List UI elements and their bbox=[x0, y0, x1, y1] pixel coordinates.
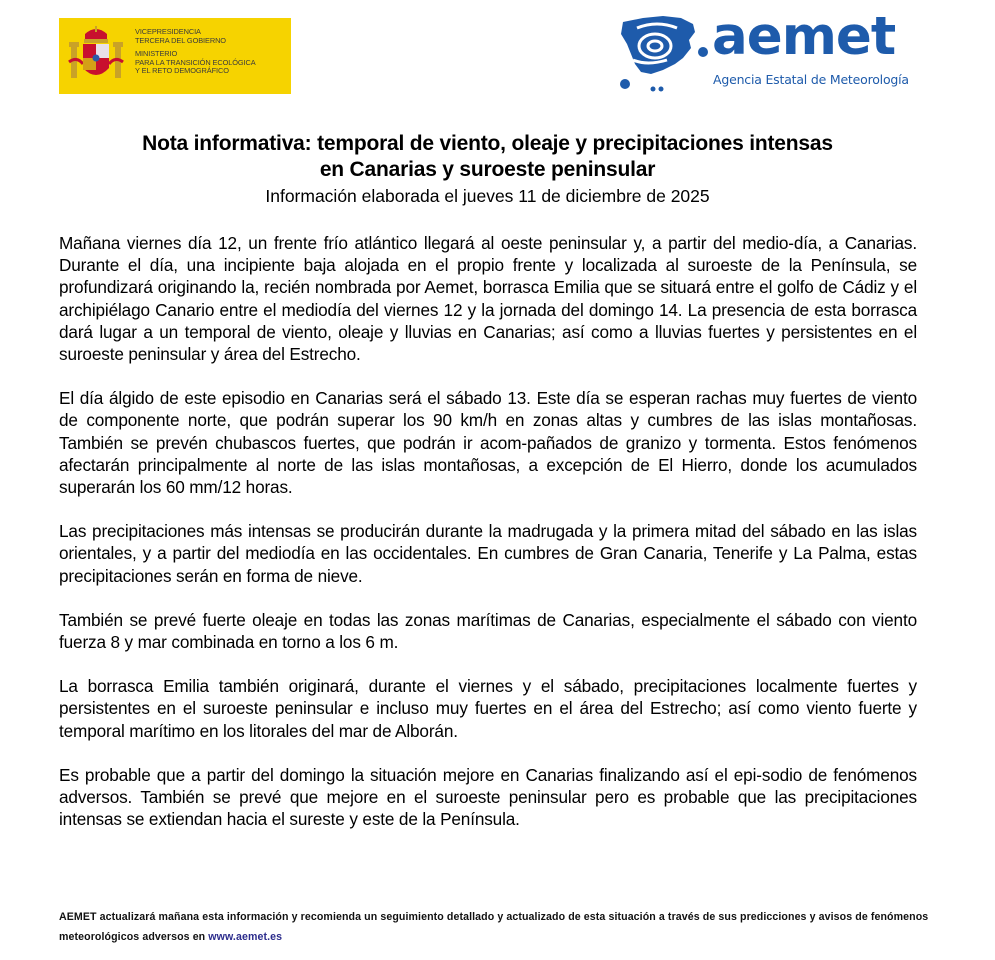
aemet-tagline: Agencia Estatal de Meteorología bbox=[713, 72, 909, 87]
paragraph: También se prevé fuerte oleaje en todas las zonas marítimas de Canarias, especialmente el sábado con viento fuerza 8 y mar combinada en torno a los 6 m. bbox=[59, 609, 917, 653]
spain-map-icon bbox=[617, 14, 709, 96]
paragraph: El día álgido de este episodio en Canarias será el sábado 13. Este día se esperan rachas muy fuertes de viento de componente norte, que podrán superar los 90 km/h en zonas altas y cumbres de las islas montañosas. También se prevén chubascos fuertes, que podrán ir acom-pañados de granizo y tormenta. Estos fenómenos afectarán principalmente al norte de las islas montañosas, a excepción de El Hierro, donde los acumulados superarán los 60 mm/12 horas. bbox=[59, 388, 917, 498]
government-logo-text bbox=[135, 28, 256, 76]
government-logo bbox=[59, 18, 291, 94]
gov-logo-line: TERCERA DEL GOBIERNO bbox=[135, 35, 226, 45]
gov-logo-line: Y EL RETO DEMOGRÁFICO bbox=[135, 66, 229, 76]
aemet-wordmark: aemet bbox=[712, 6, 896, 67]
aemet-logo bbox=[617, 6, 922, 98]
footer-text: AEMET actualizará mañana esta información y recomienda un seguimiento detallado y actualizado de esta situación a través de sus predicciones y avisos de fenómenos meteorológicos adversos en bbox=[59, 911, 929, 943]
title-line-1: Nota informativa: temporal de viento, oleaje y precipitaciones intensas bbox=[142, 132, 833, 155]
document-body bbox=[59, 232, 917, 852]
document-title bbox=[40, 131, 935, 183]
gov-logo-line: VICEPRESIDENCIA bbox=[135, 27, 201, 36]
coat-of-arms-icon bbox=[67, 24, 125, 88]
aemet-website-link[interactable]: www.aemet.es bbox=[208, 931, 283, 943]
footer-note bbox=[59, 907, 929, 947]
paragraph: La borrasca Emilia también originará, durante el viernes y el sábado, precipitaciones localmente fuertes y persistentes en el suroeste peninsular e incluso muy fuertes en el área del Estrecho; así como viento fuerte y temporal marítimo en los litorales del mar de Alborán. bbox=[59, 676, 917, 741]
gov-logo-line: PARA LA TRANSICIÓN ECOLÓGICA bbox=[135, 57, 256, 67]
paragraph: Las precipitaciones más intensas se producirán durante la madrugada y la primera mitad del sábado en las islas orientales, y a partir del mediodía en las occidentales. En cumbres de Gran Canaria, Tenerife y La Palma, estas precipitaciones serán en forma de nieve. bbox=[59, 521, 917, 586]
gov-logo-line: MINISTERIO bbox=[135, 49, 178, 59]
document-subtitle: Información elaborada el jueves 11 de diciembre de 2025 bbox=[265, 186, 710, 206]
paragraph: Mañana viernes día 12, un frente frío atlántico llegará al oeste peninsular y, a partir del medio-día, a Canarias. Durante el día, una incipiente baja alojada en el propio frente y localizada al suroeste de la Península, se profundizará originando la, recién nombrada por Aemet, borrasca Emilia que se situará entre el golfo de Cádiz y el archipiélago Canario entre el mediodía del viernes 12 y la jornada del domingo 14. La presencia de esta borrasca dará lugar a un temporal de viento, oleaje y lluvias en Canarias; así como a lluvias fuertes y persistentes en el suroeste peninsular y área del Estrecho. bbox=[59, 233, 917, 365]
title-line-2: en Canarias y suroeste peninsular bbox=[319, 158, 656, 181]
paragraph: Es probable que a partir del domingo la situación mejore en Canarias finalizando así el epi-sodio de fenómenos adversos. También se prevé que mejore en el suroeste peninsular pero es probable que las precipitaciones intensas se extiendan hacia el sureste y este de la Península. bbox=[59, 764, 917, 830]
